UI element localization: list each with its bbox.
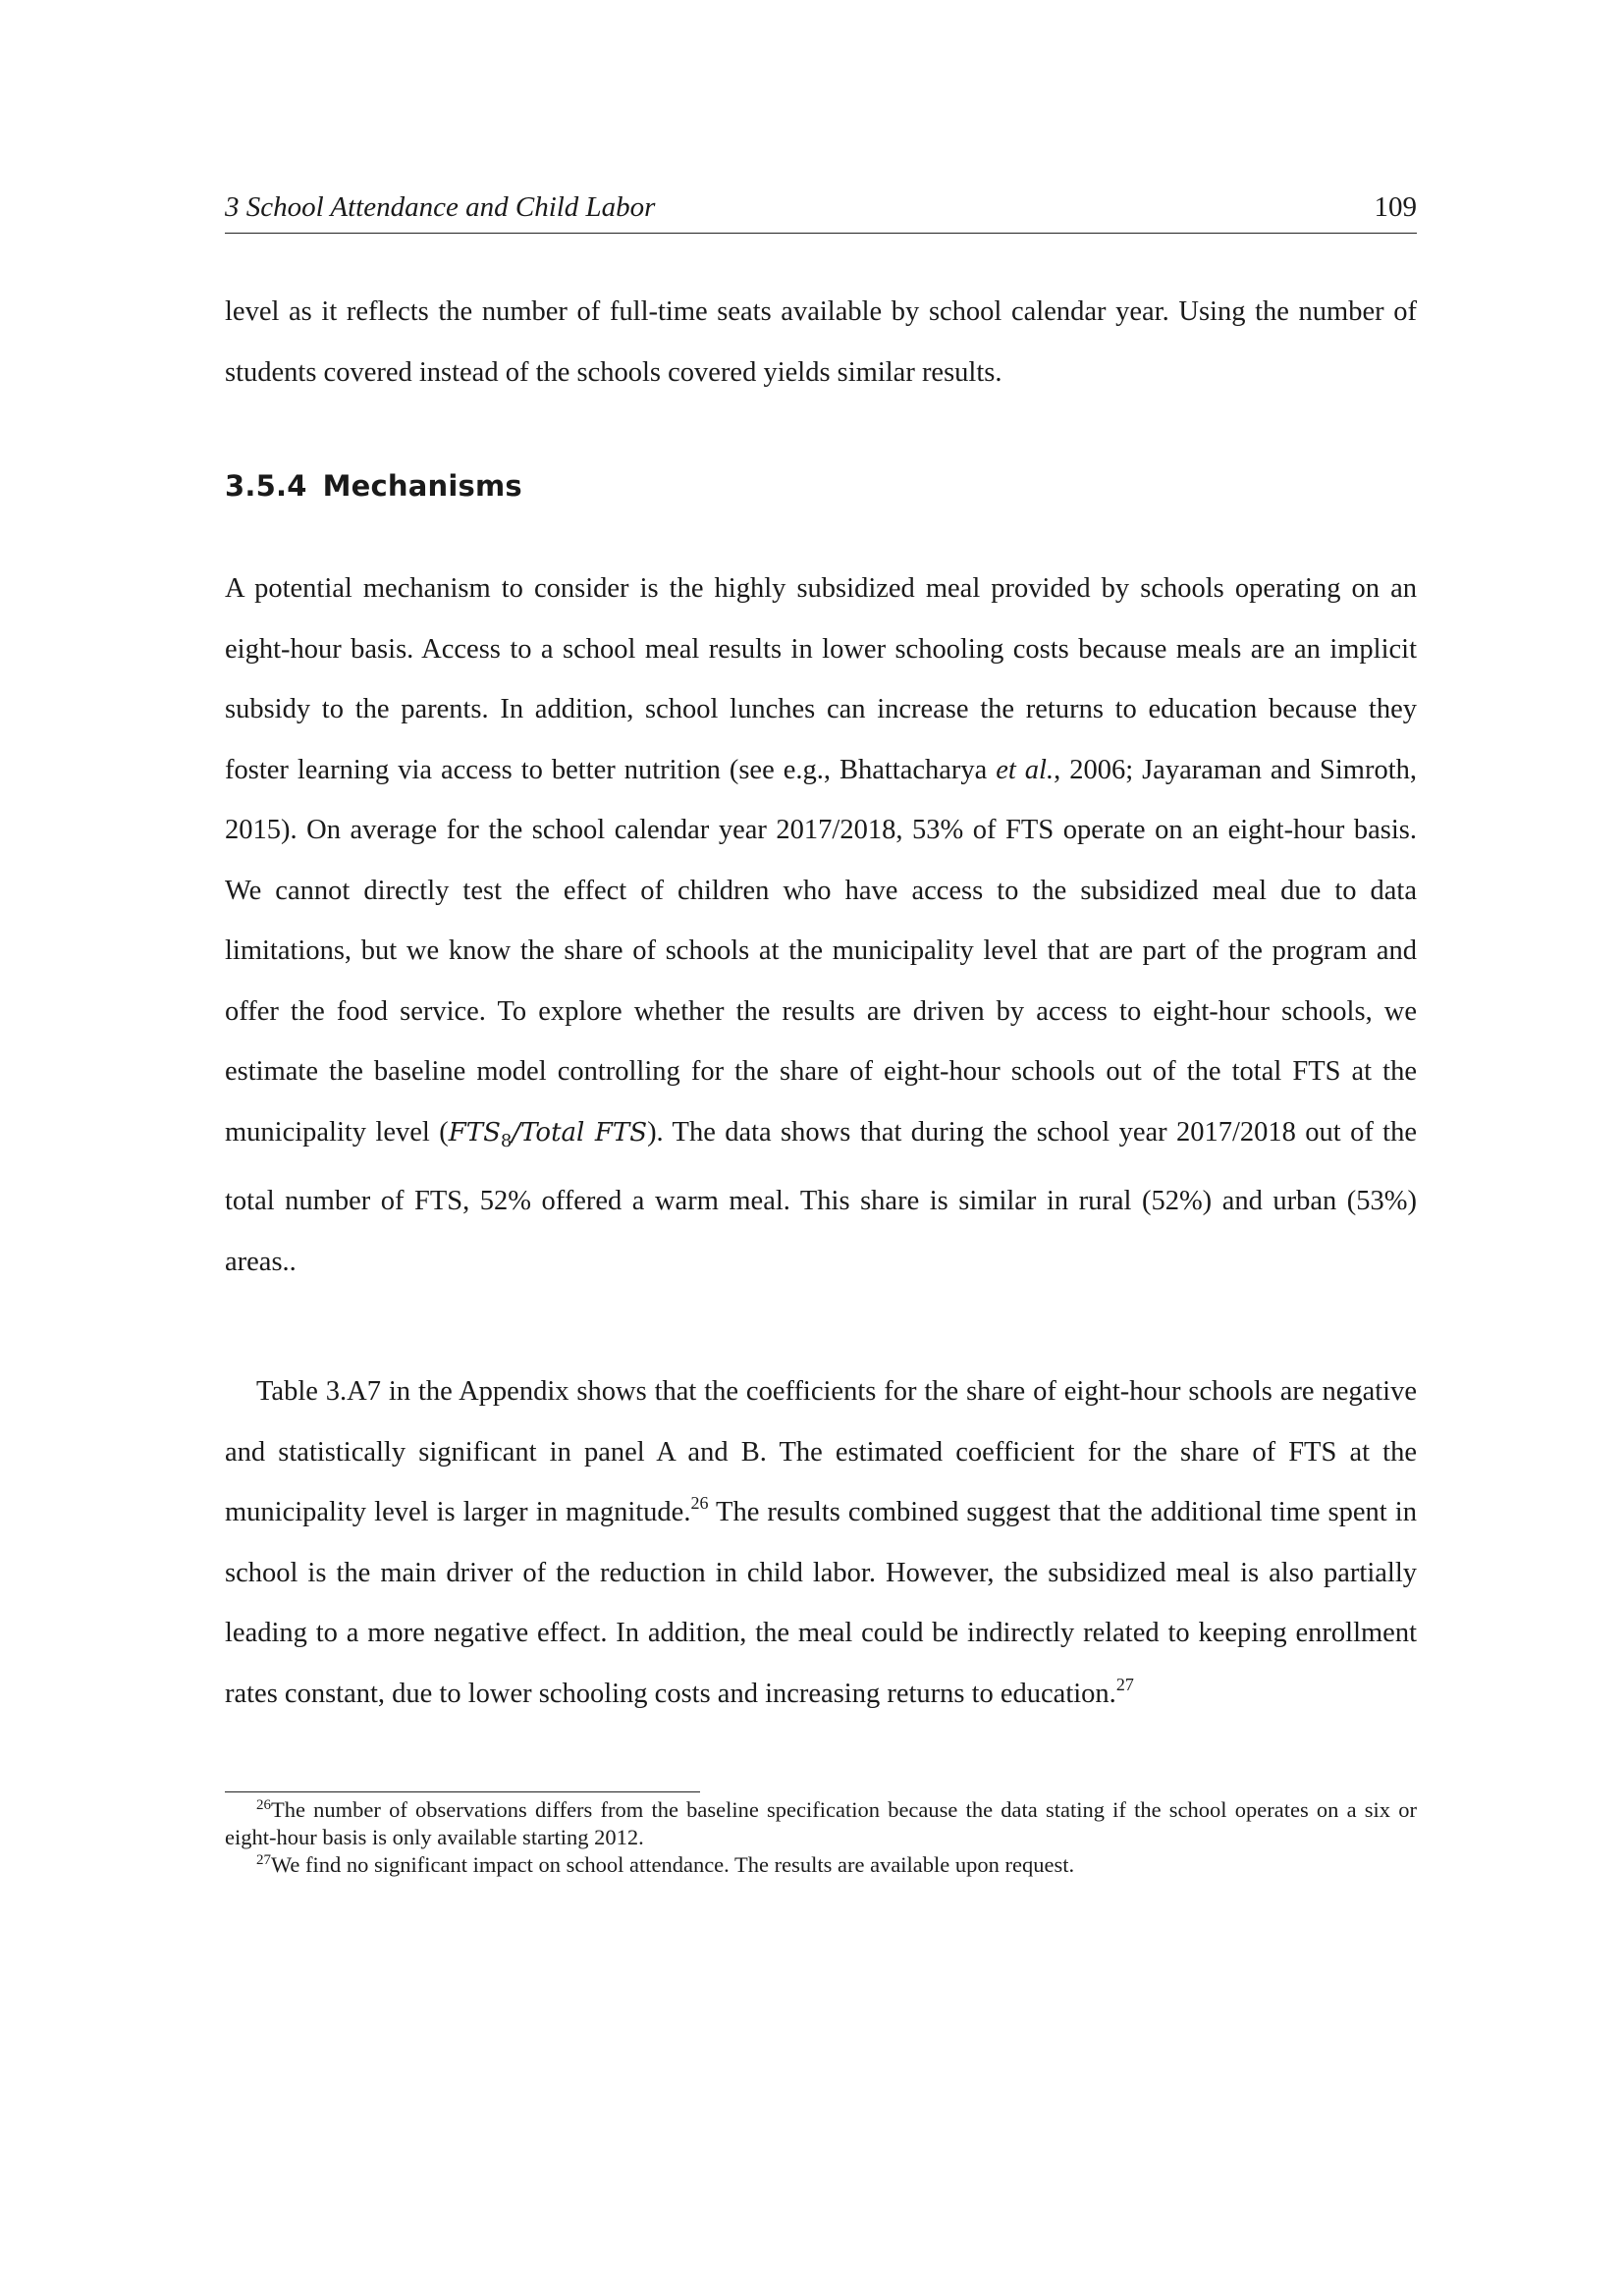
footnote-27 <box>225 1851 1417 1879</box>
citation-etal: et al. <box>996 754 1055 785</box>
paragraph-text: Table 3.A7 in the Appendix shows that the coefficients for the share of eight-hour schools are negative and statistically significant in panel A and B. The estimated coefficient for the share of FTS at the municipality level is larger in magnitude. <box>225 1376 1417 1527</box>
footnote-text: We find no significant impact on school attendance. The results are available upon request. <box>271 1852 1075 1877</box>
paragraph-results <box>225 1362 1417 1724</box>
paragraph-mechanism <box>225 559 1417 1292</box>
footnote-divider <box>225 1791 700 1792</box>
math-expression <box>448 1117 648 1151</box>
footnote-text: The number of observations differs from the baseline specification because the data stating if the school operates on a six or eight-hour basis is only available starting 2012. <box>225 1797 1417 1849</box>
footnote-mark: 27 <box>256 1852 271 1868</box>
math-fts: FTS <box>448 1117 501 1148</box>
running-header <box>225 189 1417 234</box>
section-number: 3.5.4 <box>225 469 307 503</box>
paragraph-text: The results combined suggest that the additional time spent in school is the main driver of the reduction in child labor. However, the subsidized meal is also partially leading to a more negative effect. In addition, the meal could be indirectly related to keeping enrollment rates constant, due to lower schooling costs and increasing returns to education. <box>225 1497 1417 1709</box>
paragraph-continuation: level as it reflects the number of full-time seats available by school calendar year. Using the number of students covered instead of the schools covered yields similar results. <box>225 296 1417 388</box>
math-total-fts: /Total FTS <box>512 1117 648 1148</box>
section-heading <box>225 469 522 503</box>
page-number: 109 <box>1374 191 1417 223</box>
footnote-ref-27[interactable]: 27 <box>1115 1674 1134 1694</box>
footnotes <box>225 1796 1417 1879</box>
page <box>225 0 1417 2296</box>
section-title: Mechanisms <box>322 469 522 503</box>
paragraph-text: A potential mechanism to consider is the highly subsidized meal provided by schools operating on an eight-hour basis. Access to a school meal results in lower schooling costs because meals are an implicit subsidy to the parents. In addition, school lunches can increase the returns to education because they foster learning via access to better nutrition (see e.g., Bhattacharya <box>225 573 1417 785</box>
chapter-title: 3 School Attendance and Child Labor <box>225 191 656 223</box>
footnote-26 <box>225 1796 1417 1851</box>
paragraph-text: ). The data shows that during the school year 2017/2018 out of the total number of FTS, 52% offered a warm meal. This share is similar in rural (52%) and urban (53%) areas.. <box>225 1116 1417 1277</box>
math-subscript: 8 <box>500 1130 513 1151</box>
paragraph-text: , 2006; Jayaraman and Simroth, 2015). On average for the school calendar year 2017/2018, 53% of FTS operate on an eight-hour basis. We cannot directly test the effect of children who have access to the subsidized meal due to data limitations, but we know the share of schools at the municipality level that are part of the program and offer the food service. To explore whether the results are driven by access to eight-hour schools, we estimate the baseline model controlling for the share of eight-hour schools out of the total FTS at the municipality level ( <box>225 754 1417 1148</box>
footnote-mark: 26 <box>256 1797 271 1813</box>
footnote-ref-26[interactable]: 26 <box>690 1493 709 1513</box>
